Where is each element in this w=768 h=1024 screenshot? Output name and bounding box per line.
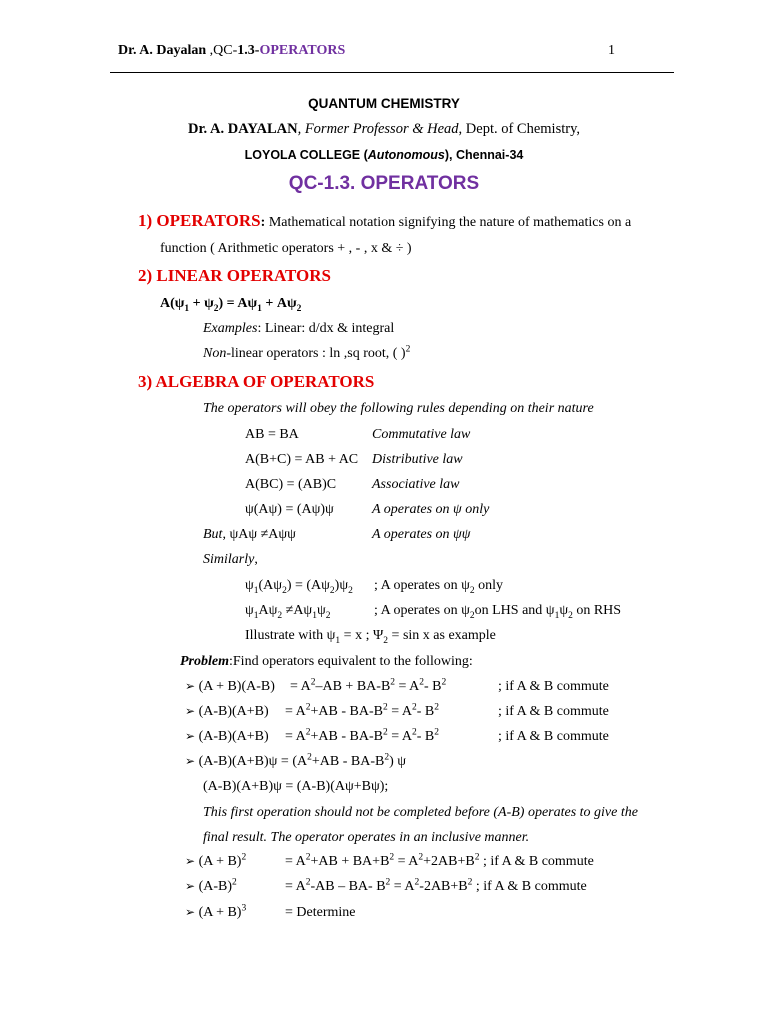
rule-desc: Commutative law bbox=[372, 427, 471, 442]
arrow-bullet-icon: ➢ bbox=[185, 679, 196, 693]
author-dept: , Dept. of Chemistry, bbox=[458, 121, 581, 137]
author-role: , Former Professor & Head bbox=[297, 121, 459, 137]
main-title: QC-1.3. OPERATORS bbox=[288, 173, 480, 194]
section-1-text2: function ( Arithmetic operators + , - , x & ÷ ) bbox=[160, 241, 412, 256]
rule-desc: A operates on ψ only bbox=[372, 502, 490, 517]
header-topic: OPERATORS bbox=[259, 43, 346, 58]
problem-item-7: ➢ $(A + B)^3$ bbox=[185, 903, 247, 920]
nonlinear-examples: Non-linear operators : ln ,sq root, ( )$^2$ bbox=[203, 344, 411, 361]
author-name: Dr. A. DAYALAN bbox=[187, 121, 298, 137]
rule-eq: A(BC) = (AB)C bbox=[245, 477, 337, 492]
arrow-bullet-icon: ➢ bbox=[185, 854, 196, 868]
header-divider bbox=[110, 72, 674, 73]
problem-item-6: ➢ $(A-B)^2$ bbox=[185, 877, 237, 894]
rule-desc: Distributive law bbox=[372, 452, 463, 467]
similar-desc-1: ; A operates on $\psi_2$ only bbox=[374, 578, 504, 596]
problem-item-4: ➢ $(A-B)(A+B)\psi = (A^2+AB - BA-B^2)$ ψ bbox=[185, 752, 407, 769]
author-line bbox=[0, 121, 768, 138]
rule-eq: ψ(Aψ) = (Aψ)ψ bbox=[245, 502, 334, 517]
arrow-bullet-icon: ➢ bbox=[185, 729, 196, 743]
similar-desc-2: ; A operates on $\psi_2on$ LHS and $\psi_1\psi_2$ on RHS bbox=[374, 603, 622, 621]
linear-examples: Examples: Linear: d/dx & integral bbox=[203, 321, 395, 336]
problem-item-6-rhs: = $A^2-AB - BA-$ $B^2 = A^2-2AB+B^2$ ; if A & B commute bbox=[285, 877, 587, 894]
similar-eq-1: $\psi_1(A\psi_2) = (A\psi_2)\psi_2$ bbox=[245, 578, 353, 596]
problem-item-5-rhs: = $A^2+AB + BA+B^2 = A^2+2AB+B^2$ ; if A & B commute bbox=[285, 852, 594, 869]
but-line: But, ψAψ ≠Aψψ bbox=[203, 527, 296, 542]
linearity-equation: $A(\psi_1 + \psi_2) = A\psi_1 + A\psi_2$ bbox=[160, 296, 302, 314]
problem-item-2: ➢ (A-B)(A+B) bbox=[185, 704, 269, 719]
running-header bbox=[118, 43, 345, 59]
subject-title: QUANTUM CHEMISTRY bbox=[308, 96, 460, 111]
commute-note: ; if A & B commute bbox=[498, 729, 609, 744]
header-code: 1.3- bbox=[237, 43, 260, 58]
arrow-bullet-icon: ➢ bbox=[185, 905, 196, 919]
similar-eq-2: $\psi_1A\psi_2 \ne A\psi_1\psi_2$ bbox=[245, 603, 331, 621]
problem-item-3-rhs: = $A^2+AB - BA-B^2 = A^2-$ $B^2$ bbox=[285, 727, 439, 744]
commute-note: ; if A & B commute bbox=[498, 679, 609, 694]
problem-item-2-rhs: = $A^2+AB - BA-B^2 = A^2-$ $B^2$ bbox=[285, 702, 439, 719]
header-code-prefix: ,QC- bbox=[206, 43, 238, 58]
illustrate-line: Illustrate with $\psi_1 = x$ ; $\Psi_2 = \sin x$ as example bbox=[245, 628, 496, 646]
page-number: 1 bbox=[608, 43, 615, 58]
problem-item-5: ➢ $(A + B)^2$ bbox=[185, 852, 247, 869]
algebra-intro: The operators will obey the following rules depending on their nature bbox=[203, 401, 594, 416]
arrow-bullet-icon: ➢ bbox=[185, 879, 196, 893]
problem-note-1: This first operation should not be completed before (A-B) operates to give the bbox=[203, 805, 638, 820]
college-line: LOYOLA COLLEGE (Autonomous), Chennai-34 bbox=[244, 148, 524, 162]
section-1-text: Mathematical notation signifying the nature of mathematics on a bbox=[265, 215, 632, 230]
problem-item-4-step: (A-B)(A+B)ψ = (A-B)(Aψ+Bψ); bbox=[203, 779, 389, 794]
problem-item-1: ➢ (A + B)(A-B) bbox=[185, 679, 275, 694]
header-author: Dr. A. Dayalan bbox=[118, 43, 207, 58]
problem-item-3: ➢ (A-B)(A+B) bbox=[185, 729, 269, 744]
commute-note: ; if A & B commute bbox=[498, 704, 609, 719]
section-2-heading: 2) LINEAR OPERATORS bbox=[138, 266, 332, 285]
similarly-label: Similarly, bbox=[203, 552, 258, 567]
rule-desc: Associative law bbox=[372, 477, 460, 492]
rule-eq: A(B+C) = AB + AC bbox=[245, 452, 359, 467]
problem-intro: Problem:Find operators equivalent to the following: bbox=[180, 654, 473, 669]
problem-item-1-rhs: = $A^2-AB + BA-B^2 = A^2-$ $B^2$ bbox=[290, 677, 447, 694]
section-1: 1) OPERATORS: Mathematical notation signifying the nature of mathematics on a bbox=[138, 211, 632, 230]
section-3-heading: 3) ALGEBRA OF OPERATORS bbox=[138, 372, 375, 391]
section-1-heading: 1) OPERATORS bbox=[138, 211, 261, 230]
problem-item-7-rhs: = Determine bbox=[285, 905, 356, 920]
problem-note-2: final result. The operator operates in an inclusive manner. bbox=[203, 830, 530, 845]
arrow-bullet-icon: ➢ bbox=[185, 754, 196, 768]
but-desc: A operates on ψψ bbox=[372, 527, 471, 542]
rule-eq: AB = BA bbox=[245, 427, 299, 442]
arrow-bullet-icon: ➢ bbox=[185, 704, 196, 718]
